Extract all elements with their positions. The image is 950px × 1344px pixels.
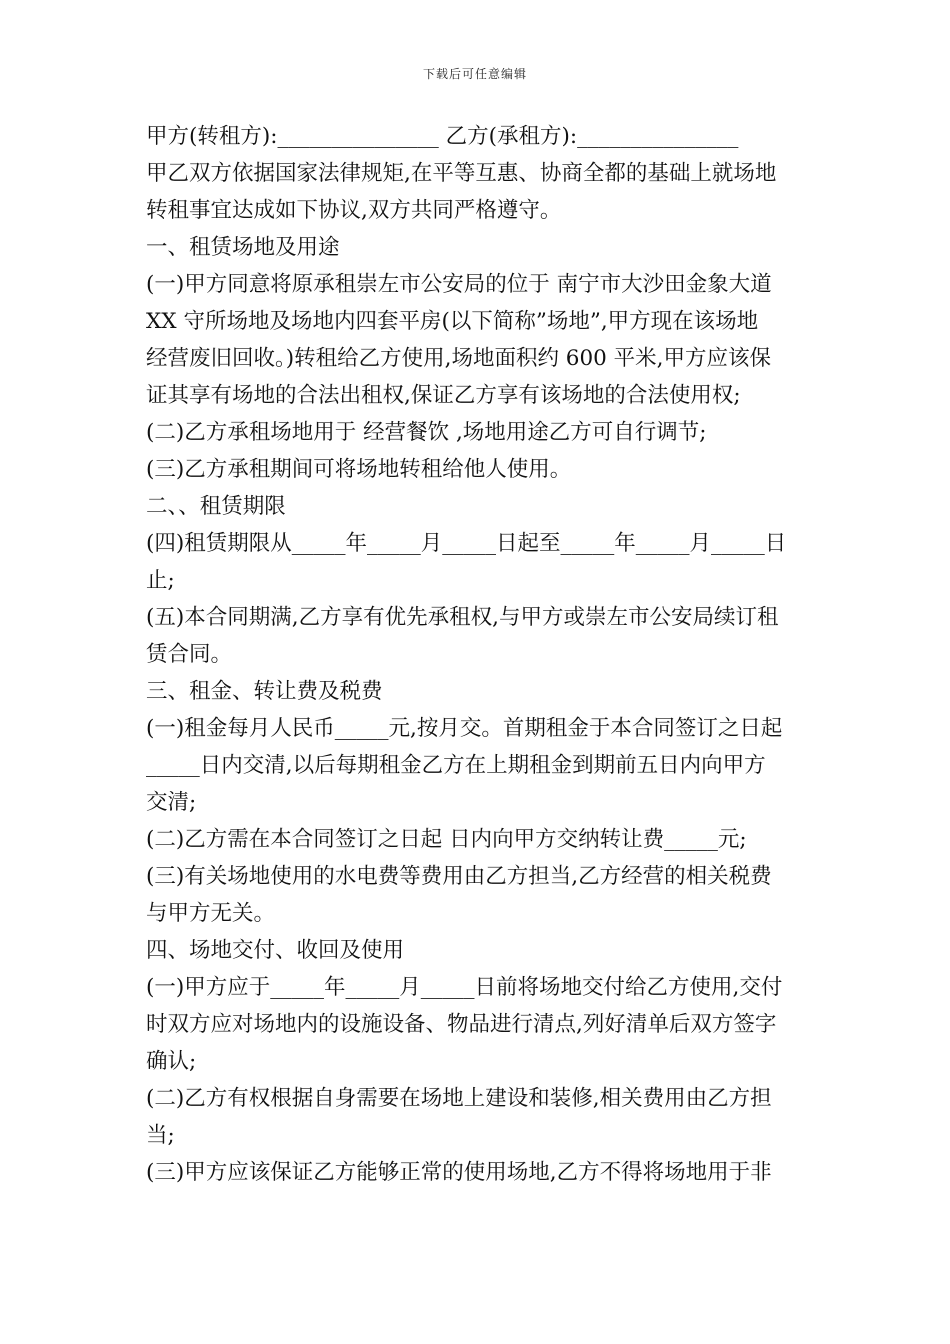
body-line: (二)乙方承租场地用于 经营餐饮 ,场地用途乙方可自行调节; bbox=[146, 420, 707, 445]
contract-body bbox=[146, 118, 816, 1191]
body-line: 转租事宜达成如下协议,双方共同严格遵守。 bbox=[146, 198, 562, 223]
body-line: (一)甲方同意将原承租崇左市公安局的位于 南宁市大沙田金象大道 bbox=[146, 272, 772, 297]
body-line: (一)租金每月人民币_____元,按月交。首期租金于本合同签订之日起 bbox=[146, 716, 783, 741]
page-header-note: 下载后可任意编辑 bbox=[422, 67, 527, 81]
body-line: (三)甲方应该保证乙方能够正常的使用场地,乙方不得将场地用于非 bbox=[146, 1160, 772, 1185]
body-line: 当; bbox=[146, 1123, 175, 1148]
body-line: _____日内交清,以后每期租金乙方在上期租金到期前五日内向甲方 bbox=[146, 753, 766, 778]
section-heading: 二、、租赁期限 bbox=[146, 494, 286, 519]
body-line: 赁合同。 bbox=[146, 642, 233, 667]
body-line: (三)有关场地使用的水电费等费用由乙方担当,乙方经营的相关税费 bbox=[146, 864, 772, 889]
body-line: 止; bbox=[146, 568, 175, 593]
body-line: (三)乙方承租期间可将场地转租给他人使用。 bbox=[146, 457, 572, 482]
body-line: 时双方应对场地内的设施设备、物品进行清点,列好清单后双方签字 bbox=[146, 1012, 777, 1037]
body-line: (一)甲方应于_____年_____月_____日前将场地交付给乙方使用,交付 bbox=[146, 975, 783, 1000]
body-line: 确认; bbox=[146, 1049, 197, 1074]
body-line: XX 守所场地及场地内四套平房(以下简称”场地”,甲方现在该场地 bbox=[146, 309, 759, 334]
body-line: 与甲方无关。 bbox=[146, 901, 276, 926]
body-line: 证其享有场地的合法出租权,保证乙方享有该场地的合法使用权; bbox=[146, 383, 741, 408]
section-heading: 一、租赁场地及用途 bbox=[146, 235, 340, 260]
section-heading: 三、租金、转让费及税费 bbox=[146, 679, 383, 704]
body-line: 经营废旧回收。)转租给乙方使用,场地面积约 600 平米,甲方应该保 bbox=[146, 346, 772, 371]
section-heading: 四、场地交付、收回及使用 bbox=[146, 938, 405, 963]
body-line: (五)本合同期满,乙方享有优先承租权,与甲方或崇左市公安局续订租 bbox=[146, 605, 779, 630]
party-line: 甲方(转租方):_______________ 乙方(承租方):_______________ bbox=[146, 124, 739, 149]
body-line: 甲乙双方依据国家法律规矩,在平等互惠、协商全都的基础上就场地 bbox=[146, 161, 777, 186]
body-line: (二)乙方有权根据自身需要在场地上建设和装修,相关费用由乙方担 bbox=[146, 1086, 772, 1111]
body-line: 交清; bbox=[146, 790, 197, 815]
body-line: (四)租赁期限从_____年_____月_____日起至_____年_____月_____日 bbox=[146, 531, 787, 556]
body-line: (二)乙方需在本合同签订之日起 日内向甲方交纳转让费_____元; bbox=[146, 827, 747, 852]
